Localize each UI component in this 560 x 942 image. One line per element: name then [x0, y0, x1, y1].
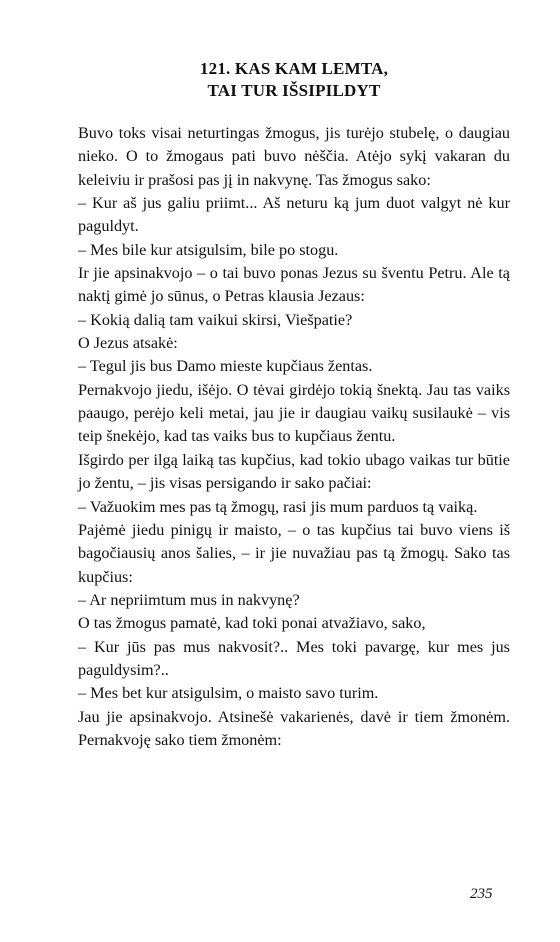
paragraph: – Kur aš jus galiu priimt... Aš neturu ką jum duot valgyt nė kur paguldyt.	[78, 194, 510, 236]
paragraph: Jau jie apsinakvojo. Atsinešė vakarienės, davė ir tiem žmonėm. Pernakvoję sako tiem žmonėm:	[78, 707, 510, 749]
paragraph: Pernakvojo jiedu, išėjo. O tėvai girdėjo tokią šnektą. Jau tas vaiks paaugo, perėjo keli metai, jau jie ir daugiau vaikų susilaukė – vis teip šnekėjo, kad tas vaiks bus to kupčiaus žentu.	[78, 380, 510, 446]
paragraph: Ir jie apsinakvojo – o tai buvo ponas Jezus su šventu Petru. Ale tą naktį gimė jo sūnus, o Petras klausia Jezaus:	[78, 264, 510, 306]
story-body	[78, 122, 510, 752]
paragraph: – Mes bet kur atsigulsim, o maisto savo turim.	[78, 684, 379, 703]
page	[78, 58, 510, 752]
paragraph: Pajėmė jiedu pinigų ir maisto, – o tas kupčius tai buvo viens iš bagočiausių anos šalies, – ir jie nuvažiau pas tą žmogų. Sako tas kupčius:	[78, 520, 510, 586]
chapter-title-line-1: 121. KAS KAM LEMTA,	[199, 59, 389, 78]
paragraph: Išgirdo per ilgą laiką tas kupčius, kad tokio ubago vaikas tur būtie jo žentu, – jis visas persigando ir sako pačiai:	[78, 450, 510, 493]
paragraph: – Tegul jis bus Damo mieste kupčiaus žentas.	[78, 357, 373, 376]
page-number: 235	[470, 886, 493, 902]
paragraph: – Kur jūs pas mus nakvosit?.. Mes toki pavargę, kur mes jus paguldysim?..	[78, 637, 510, 679]
paragraph: – Ar nepriimtum mus in nakvynę?	[78, 590, 300, 609]
chapter-title-line-2: TAI TUR IŠSIPILDYT	[207, 81, 381, 100]
paragraph: O Jezus atsakė:	[78, 334, 178, 353]
paragraph: O tas žmogus pamatė, kad toki ponai atvažiavo, sako,	[78, 614, 426, 633]
paragraph: – Kokią dalią tam vaikui skirsi, Viešpatie?	[78, 310, 353, 329]
paragraph: – Važuokim mes pas tą žmogų, rasi jis mum parduos tą vaiką.	[78, 497, 478, 516]
chapter-title	[78, 58, 510, 102]
paragraph: – Mes bile kur atsigulsim, bile po stogu.	[78, 240, 339, 259]
paragraph: Buvo toks visai neturtingas žmogus, jis turėjo stubelę, o daugiau nieko. O to žmogaus pati buvo nėščia. Atėjo sykį vakaran du keleiviu ir prašosi pas jį in nakvynę. Tas žmogus sako:	[78, 124, 510, 189]
